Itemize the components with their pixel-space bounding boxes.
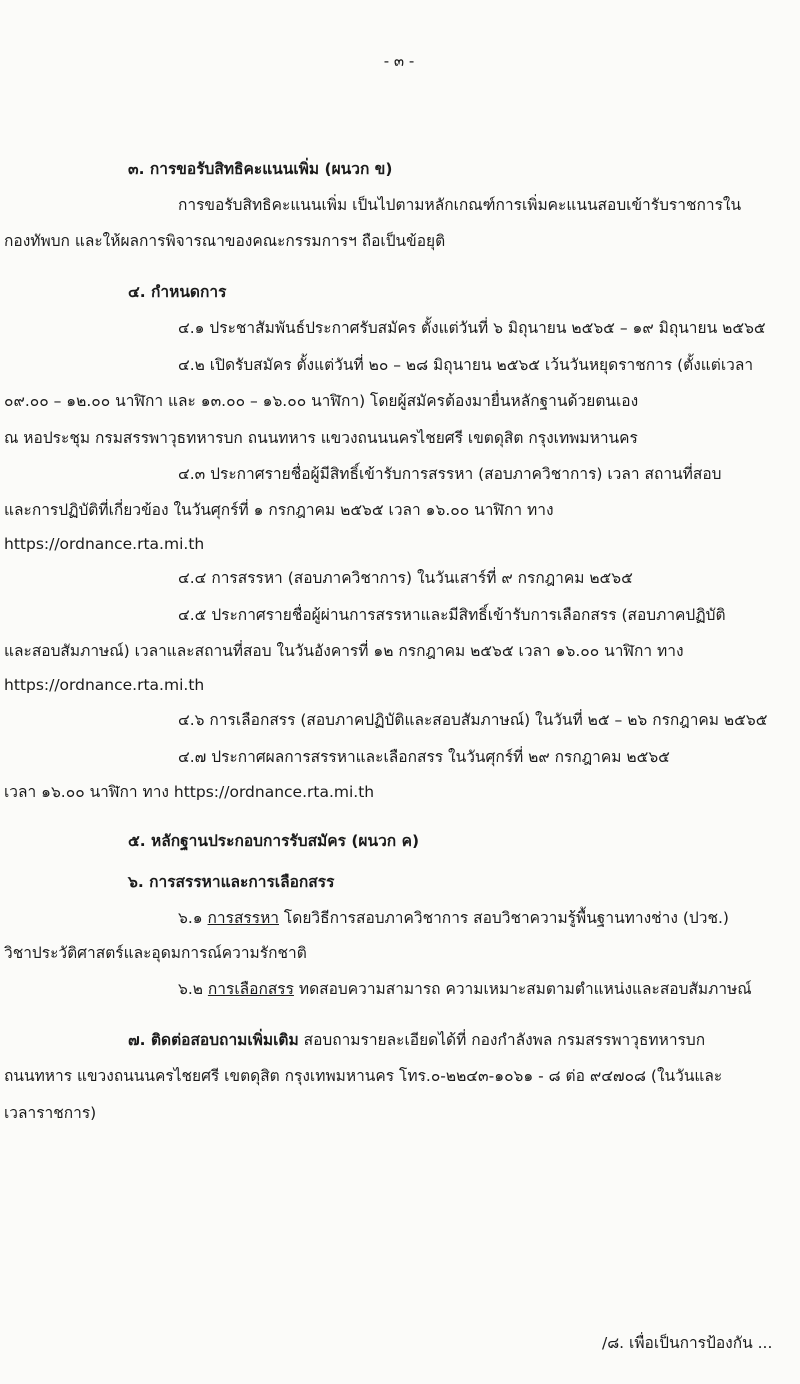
section-7-line-3: เวลาราชการ) [4, 1104, 97, 1122]
item-text: ทดสอบความสามารถ ความเหมาะสมตามตำแหน่งและสอบสัมภาษณ์ [293, 980, 752, 998]
item-text: โดยวิธีการสอบภาควิชาการ สอบวิชาความรู้พื้นฐานทางช่าง (ปวช.) [279, 909, 729, 927]
ordnance-url-1: https://ordnance.rta.mi.th [4, 535, 205, 553]
selection-item-6-1 [178, 907, 729, 929]
section-3-paragraph-line-1: การขอรับสิทธิคะแนนเพิ่ม เป็นไปตามหลักเกณฑ์การเพิ่มคะแนนสอบเข้ารับราชการใน [178, 196, 742, 214]
schedule-item-4-2-line-2: ๐๙.๐๐ – ๑๒.๐๐ นาฬิกา และ ๑๓.๐๐ – ๑๖.๐๐ นาฬิกา) โดยผู้สมัครต้องมายื่นหลักฐานด้วยตนเอง [4, 392, 639, 410]
schedule-item-4-5-line-1: ๔.๕ ประกาศรายชื่อผู้ผ่านการสรรหาและมีสิทธิ์เข้ารับการเลือกสรร (สอบภาคปฏิบัติ [178, 606, 726, 624]
section-7-line-1 [128, 1029, 705, 1051]
section-7-text: สอบถามรายละเอียดได้ที่ กองกำลังพล กรมสรรพาวุธทหารบก [298, 1031, 706, 1049]
schedule-item-4-5-line-2: และสอบสัมภาษณ์) เวลาและสถานที่สอบ ในวันอังคารที่ ๑๒ กรกฎาคม ๒๕๖๕ เวลา ๑๖.๐๐ นาฬิกา ทาง [4, 642, 684, 660]
schedule-item-4-3-line-1: ๔.๓ ประกาศรายชื่อผู้มีสิทธิ์เข้ารับการสรรหา (สอบภาควิชาการ) เวลา สถานที่สอบ [178, 465, 722, 483]
ordnance-url-2: https://ordnance.rta.mi.th [4, 676, 205, 694]
section-6-heading: ๖. การสรรหาและการเลือกสรร [128, 873, 335, 891]
schedule-item-4-3-line-2: และการปฏิบัติที่เกี่ยวข้อง ในวันศุกร์ที่ ๑ กรกฎาคม ๒๕๖๕ เวลา ๑๖.๐๐ นาฬิกา ทาง [4, 501, 554, 519]
schedule-item-4-6: ๔.๖ การเลือกสรร (สอบภาคปฏิบัติและสอบสัมภาษณ์) ในวันที่ ๒๕ – ๒๖ กรกฎาคม ๒๕๖๕ [178, 711, 768, 729]
section-3-heading: ๓. การขอรับสิทธิคะแนนเพิ่ม (ผนวก ข) [128, 160, 393, 178]
section-3-paragraph-line-2: กองทัพบก และให้ผลการพิจารณาของคณะกรรมการฯ ถือเป็นข้อยุติ [4, 232, 446, 250]
schedule-item-4-2-line-1: ๔.๒ เปิดรับสมัคร ตั้งแต่วันที่ ๒๐ – ๒๘ มิถุนายน ๒๕๖๕ เว้นวันหยุดราชการ (ตั้งแต่เวลา [178, 356, 754, 374]
section-7-heading: ๗. ติดต่อสอบถามเพิ่มเติม [128, 1031, 299, 1049]
continuation-note: /๘. เพื่อเป็นการป้องกัน ... [602, 1334, 773, 1352]
schedule-item-4-4: ๔.๔ การสรรหา (สอบภาควิชาการ) ในวันเสาร์ที่ ๙ กรกฎาคม ๒๕๖๕ [178, 569, 633, 587]
section-4-heading: ๔. กำหนดการ [128, 283, 227, 301]
schedule-item-4-7-line-2: เวลา ๑๖.๐๐ นาฬิกา ทาง https://ordnance.rta.mi.th [4, 783, 375, 801]
section-7-line-2: ถนนทหาร แขวงถนนนครไชยศรี เขตดุสิต กรุงเทพมหานคร โทร.๐-๒๒๔๓-๑๐๖๑ - ๘ ต่อ ๙๔๗๐๘ (ในวันและ [4, 1067, 723, 1085]
page-number: - ๓ - [383, 52, 415, 70]
selection-item-6-1-line-2: วิชาประวัติศาสตร์และอุดมการณ์ความรักชาติ [4, 944, 307, 962]
schedule-item-4-2-line-3: ณ หอประชุม กรมสรรพาวุธทหารบก ถนนทหาร แขวงถนนนครไชยศรี เขตดุสิต กรุงเทพมหานคร [4, 429, 638, 447]
recruitment-term: การสรรหา [207, 909, 279, 927]
selection-item-6-2 [178, 978, 752, 1000]
schedule-item-4-1: ๔.๑ ประชาสัมพันธ์ประกาศรับสมัคร ตั้งแต่วันที่ ๖ มิถุนายน ๒๕๖๕ – ๑๙ มิถุนายน ๒๕๖๕ [178, 319, 766, 337]
schedule-item-4-7-line-1: ๔.๗ ประกาศผลการสรรหาและเลือกสรร ในวันศุกร์ที่ ๒๙ กรกฎาคม ๒๕๖๕ [178, 748, 670, 766]
item-number: ๖.๒ [178, 980, 208, 998]
section-5-heading: ๕. หลักฐานประกอบการรับสมัคร (ผนวก ค) [128, 832, 420, 850]
selection-term: การเลือกสรร [207, 980, 294, 998]
item-number: ๖.๑ [178, 909, 208, 927]
